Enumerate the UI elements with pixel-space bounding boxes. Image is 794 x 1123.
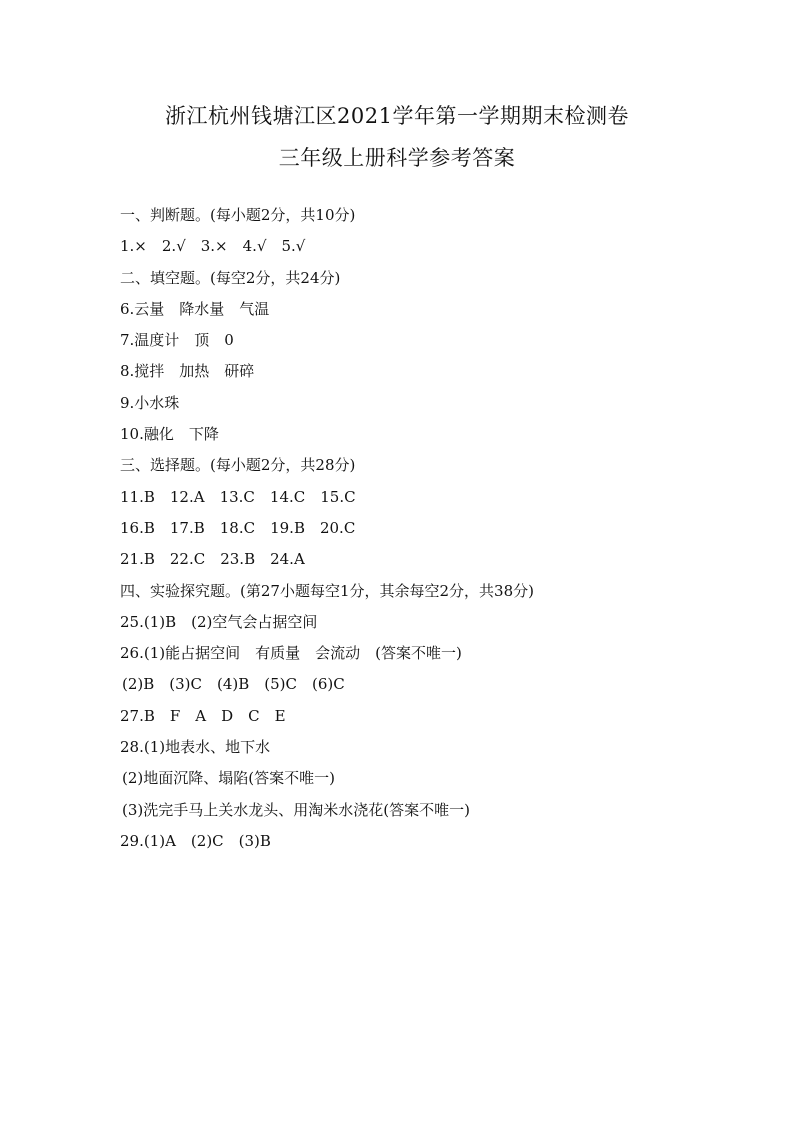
answer-line: 7.温度计 顶 0: [120, 331, 234, 350]
answer-line: (2)地面沉降、塌陷(答案不唯一): [122, 769, 335, 788]
answer-line: 11.B 12.A 13.C 14.C 15.C: [120, 487, 356, 506]
section-heading-choice: 三、选择题。(每小题2分，共28分): [120, 456, 356, 475]
answer-line: 10.融化 下降: [120, 425, 219, 444]
document-subtitle: 三年级上册科学参考答案: [278, 146, 516, 170]
answer-line: 1.× 2.√ 3.× 4.√ 5.√: [120, 237, 306, 256]
section-heading-experiment: 四、实验探究题。(第27小题每空1分，其余每空2分，共38分): [120, 581, 534, 600]
answer-line: 25.(1)B (2)空气会占据空间: [120, 612, 318, 631]
section-heading-judgment: 一、判断题。(每小题2分，共10分): [120, 206, 356, 224]
answer-line: (3)洗完手马上关水龙头、用淘米水浇花(答案不唯一): [122, 800, 470, 819]
answer-line: 9.小水珠: [120, 393, 180, 412]
answer-line: 16.B 17.B 18.C 19.B 20.C: [120, 518, 356, 537]
document-title: 浙江杭州钱塘江区2021学年第一学期期末检测卷: [165, 104, 629, 128]
answer-line: 29.(1)A (2)C (3)B: [120, 831, 271, 850]
answer-line: (2)B (3)C (4)B (5)C (6)C: [122, 675, 345, 694]
answer-list: [120, 203, 760, 860]
answer-line: 27.B F A D C E: [120, 706, 286, 725]
answer-line: 26.(1)能占据空间 有质量 会流动 (答案不唯一): [120, 644, 462, 663]
section-heading-fill-blank: 二、填空题。(每空2分，共24分): [120, 268, 341, 287]
answer-line: 21.B 22.C 23.B 24.A: [120, 550, 305, 569]
answer-line: 28.(1)地表水、地下水: [120, 738, 271, 757]
answer-line: 8.搅拌 加热 研碎: [120, 362, 255, 381]
answer-line: 6.云量 降水量 气温: [120, 299, 270, 318]
